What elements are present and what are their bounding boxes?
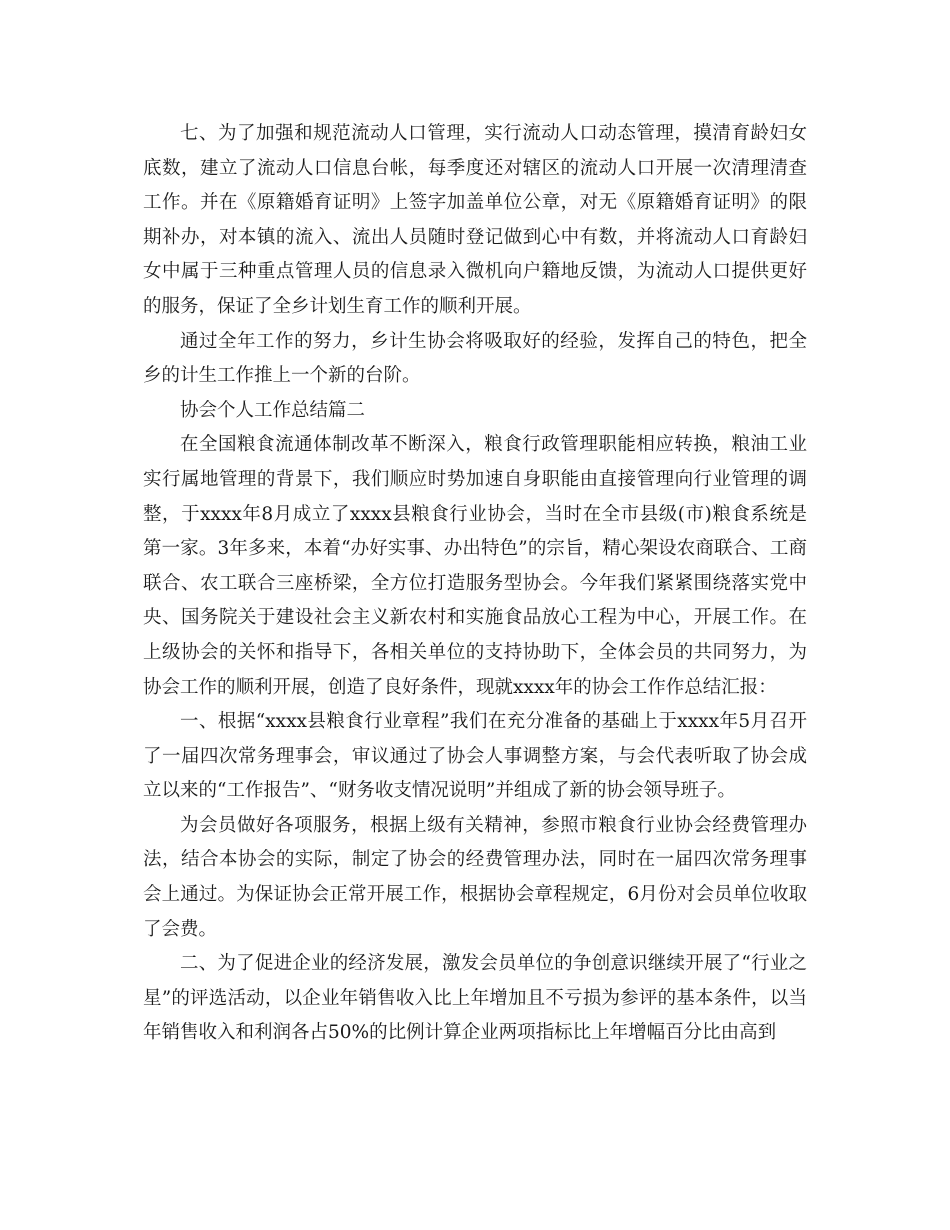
paragraph-year-summary: 通过全年工作的努力，乡计生协会将吸取好的经验，发挥自己的特色，把全乡的计生工作推上一个新的台阶。 [143,330,807,387]
paragraph-floating-population: 七、为了加强和规范流动人口管理，实行流动人口动态管理，摸清育龄妇女底数，建立了流动人口信息台帐，每季度还对辖区的流动人口开展一次清理清查工作。并在《原籍婚育证明》上签字加盖单位公章，对无《原籍婚育证明》的限期补办，对本镇的流入、流出人员随时登记做到心中有数，并将流动人口育龄妇女中属于三种重点管理人员的信息录入微机向户籍地反馈，为流动人口提供更好的服务，保证了全乡计划生育工作的顺利开展。 [143,123,807,317]
section-heading: 协会个人工作总结篇二 [180,399,366,421]
paragraph-association-intro: 在全国粮食流通体制改革不断深入，粮食行政管理职能相应转换，粮油工业实行属地管理的背景下，我们顺应时势加速自身职能由直接管理向行业管理的调整，于xxxx年8月成立了xxxx县粮食行业协会，当时在全市县级(市)粮食系统是第一家。3年多来，本着“办好实事、办出特色”的宗旨，精心架设农商联合、工商联合、农工联合三座桥梁，全方位打造服务型协会。今年我们紧紧围绕落实党中央、国务院关于建设社会主义新农村和实施食品放心工程为中心，开展工作。在上级协会的关怀和指导下，各相关单位的支持协助下，全体会员的共同努力，为协会工作的顺利开展，创造了良好条件，现就xxxx年的协会工作作总结汇报： [143,434,807,698]
paragraph-item-two: 二、为了促进企业的经济发展，激发会员单位的争创意识继续开展了“行业之星”的评选活动，以企业年销售收入比上年增加且不亏损为参评的基本条件，以当年销售收入和利润各占50%的比例计算企业两项指标比上年增幅百分比由高到 [143,953,807,1044]
paragraph-membership-fees: 为会员做好各项服务，根据上级有关精神，参照市粮食行业协会经费管理办法，结合本协会的实际，制定了协会的经费管理办法，同时在一届四次常务理事会上通过。为保证协会正常开展工作，根据协会章程规定，6月份对会员单位收取了会费。 [143,814,807,940]
document-body [143,117,807,1051]
paragraph-item-one: 一、根据“xxxx县粮食行业章程”我们在充分准备的基础上于xxxx年5月召开了一届四次常务理事会，审议通过了协会人事调整方案，与会代表听取了协会成立以来的“工作报告”、“财务收支情况说明”并组成了新的协会领导班子。 [143,711,807,802]
